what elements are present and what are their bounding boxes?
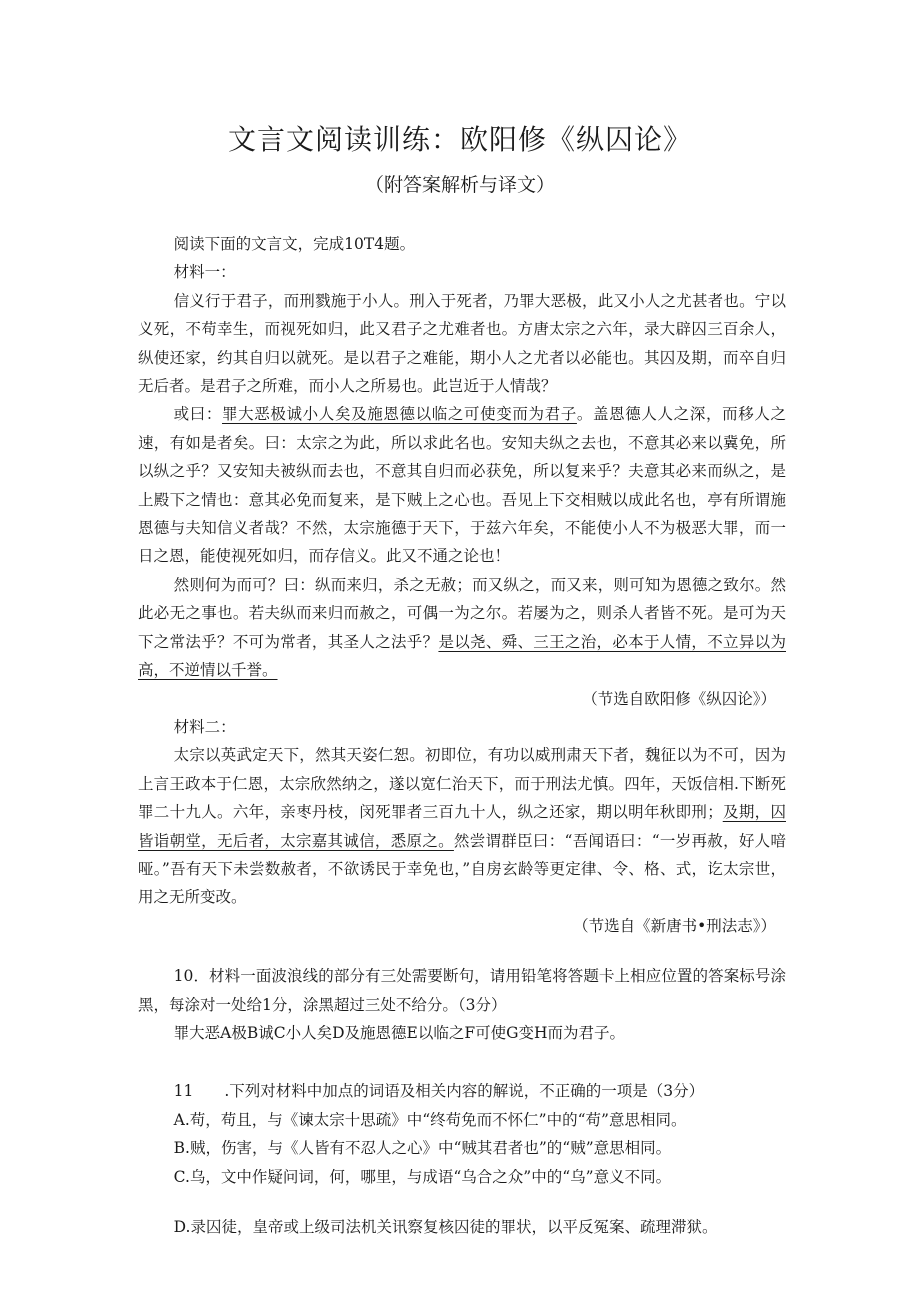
- document-subtitle: （附答案解析与译文）: [364, 174, 555, 196]
- material1-paragraph-1: 信义行于君子，而刑戮施于小人。刑入于死者，乃罪大恶极，此又小人之尤甚者也。宁以义死，不苟幸生，而视死如归，此又君子之尤难者也。方唐太宗之六年，录大辟囚三百余人，纵使还家，约其自归以就死。是以君子之难能，期小人之尤者以必能也。其囚及期，而卒自归无后者。是君子之所难，而小人之所易也。此岂近于人情哉？: [138, 291, 786, 396]
- question-11-stem: 11 .下列对材料中加点的词语及相关内容的解说，不正确的一项是（3分）: [173, 1082, 705, 1101]
- option-d: D.录囚徒，皇帝或上级司法机关讯察复核囚徒的罪状，以平反冤案、疏理滞狱。: [173, 1218, 718, 1236]
- paragraph-text: 太宗以英武定天下，然其天姿仁恕。初即位，有功以威刑肃天下者，魏征以为不可，因为上言王政本于仁恩，太宗欣然纳之，遂以宽仁治天下，而于刑法尤慎。四年，天饭信相.下断死罪二十九人。六年，亲枣丹枝，闵死罪者三百九十人，纵之还家，期以明年秋即刑；: [138, 746, 786, 822]
- option-b: B.贼，伤害，与《人皆有不忍人之心》中“贼其君者也”的“贼”意思相同。: [173, 1139, 672, 1158]
- underlined-sentence: 及期，囚皆诣朝堂，无后者，太宗嘉其诚信，悉原之。: [138, 803, 786, 850]
- material1-paragraph-2: [138, 400, 786, 570]
- document-title: 文言文阅读训练：欧阳修《纵囚论》: [227, 123, 692, 156]
- material2-source: （节选自《新唐书•刑法志》）: [573, 916, 776, 935]
- option-c: C.乌，文中作疑问词，何，哪里，与成语“乌合之众”中的“乌”意义不同。: [173, 1167, 672, 1186]
- instruction: 阅读下面的文言文，完成10T4题。: [173, 235, 416, 253]
- material2-paragraph: [138, 741, 786, 911]
- document-body: [138, 230, 786, 1241]
- material1-label: 材料一：: [173, 263, 236, 282]
- paragraph-text: 然尝谓群臣曰：“吾闻语曰：“一岁再赦，好人喑哑。”吾有天下未尝数赦者，不欲诱民于幸免也，”自房玄龄等更定律、令、格、式，讫太宗世，用之无所变改。: [138, 831, 786, 907]
- spacer: [138, 1191, 786, 1213]
- material1-source: （节选自欧阳修《纵囚论》）: [582, 689, 776, 708]
- question-10: 10．材料一面波浪线的部分有三处需要断句，请用铅笔将答题卡上相应位置的答案标号涂黑，每涂对一处给1分，涂黑超过三处不给分。（3分）: [138, 967, 786, 1014]
- spacer: [138, 940, 786, 962]
- material2-label: 材料二：: [173, 717, 236, 736]
- option-a: A.苟，苟且，与《谏太宗十思疏》中“终苟免而不怀仁”中的“苟”意思相同。: [173, 1110, 687, 1129]
- paragraph-text: 。盖恩德人人之深，而移人之速，有如是者矣。曰：太宗之为此，所以求此名也。安知夫纵之去也，不意其必来以冀免，所以纵之乎？又安知夫被纵而去也，不意其自归而必获免，所以复来乎？夫意其必来而纵之，是上殿下之情也：意其必免而复来，是下贼上之心也。吾见上下交相贼以成此名也，亭有所谓施恩德与夫知信义者哉？不然，太宗施德于天下，于兹六年矣，不能使小人不为极恶大罪，而一日之恩，能使视死如归，而存信义。此又不通之论也！: [138, 405, 786, 566]
- question-10-line: 罪大恶A极B诚C小人矣D及施恩德E以临之F可使G变H而为君子。: [173, 1023, 625, 1042]
- paragraph-text: 或曰：: [173, 405, 223, 424]
- spacer: [138, 1047, 786, 1077]
- wavy-underlined-sentence: 罪大恶极诚小人矣及施恩德以临之可使变而为君子: [222, 405, 577, 424]
- underlined-sentence: 是以尧、舜、三王之治，必本于人情，不立异以为高，不逆情以千誉。: [138, 632, 786, 680]
- material1-paragraph-3: [138, 571, 786, 685]
- paragraph-text: 然则何为而可？曰：纵而来归，杀之无赦；而又纵之，而又来，则可知为恩德之致尔。然此必无之事也。若夫纵而来归而赦之，可偶一为之尔。若屡为之，则杀人者皆不死。是可为天下之常法乎？不可为常者，其圣人之法乎？: [138, 575, 786, 651]
